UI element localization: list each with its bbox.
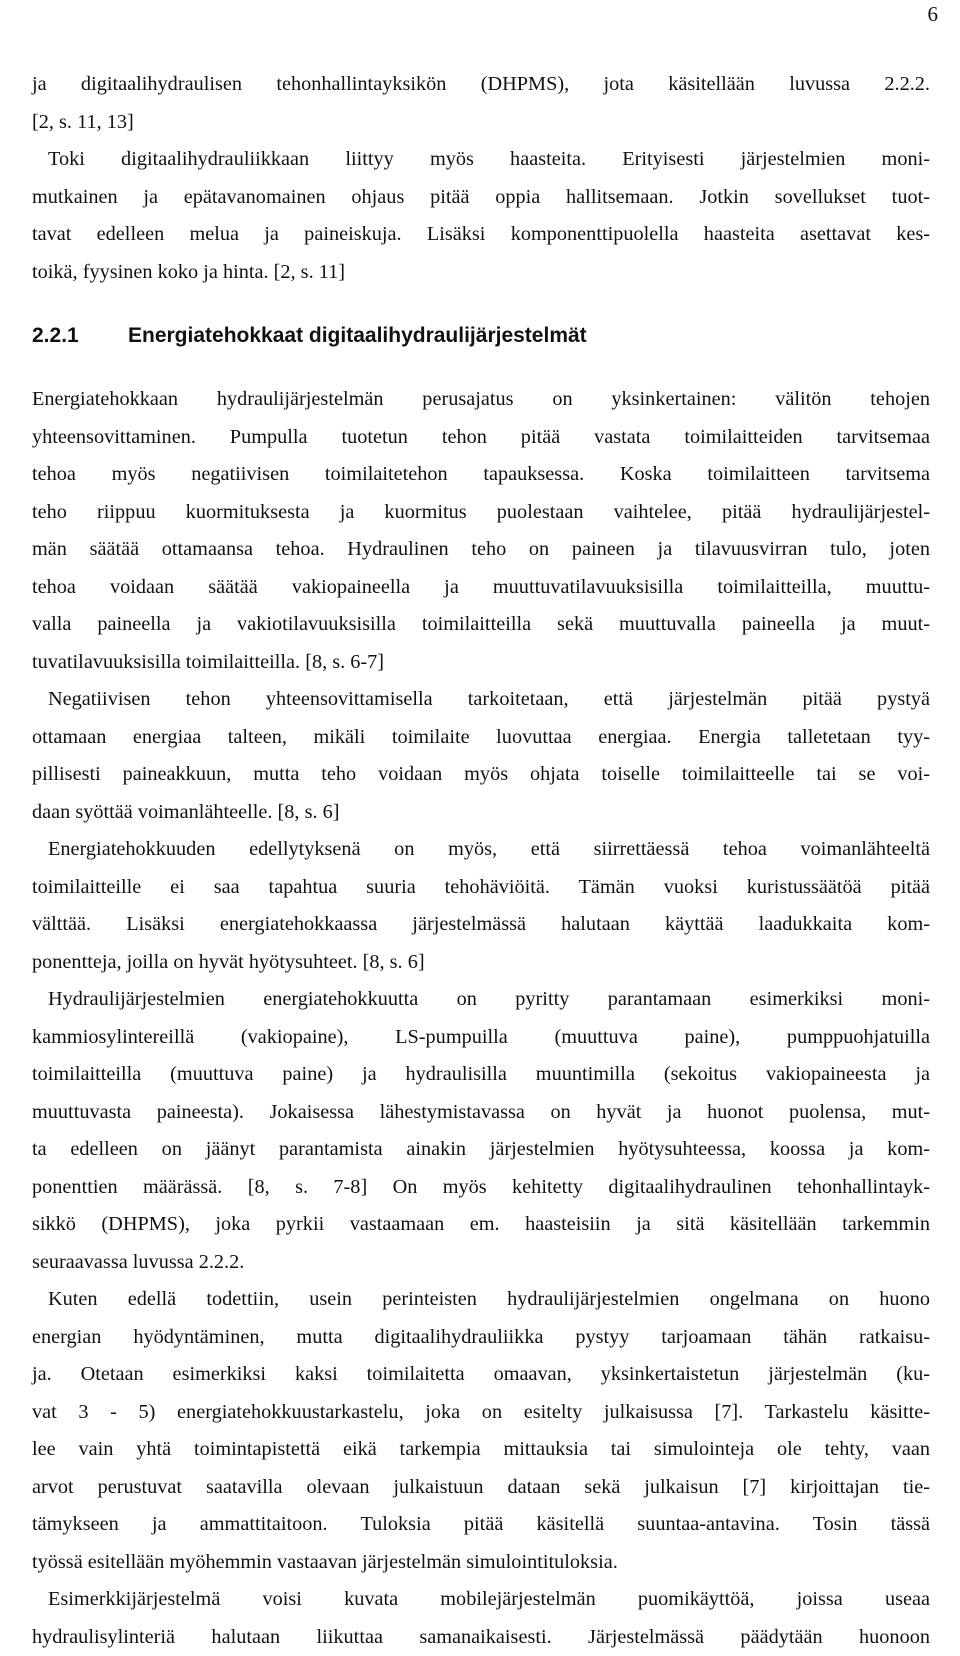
text-line: toikä, fyysinen koko ja hinta. [2, s. 11]: [32, 254, 930, 292]
text-line: Hydraulijärjestelmien energiatehokkuutta on pyritty parantamaan esimerkiksi moni-: [32, 981, 930, 1019]
text-line: Kuten edellä todettiin, usein perinteisten hydraulijärjestelmien ongelmana on huono: [32, 1281, 930, 1319]
text-line: työssä esitellään myöhemmin vastaavan järjestelmän simulointituloksia.: [32, 1544, 930, 1582]
paragraph: [32, 681, 930, 831]
text-line: arvot perustuvat saatavilla olevaan julkaistuun dataan sekä julkaisun [7] kirjoittajan tie-: [32, 1469, 930, 1507]
paragraph: [32, 1581, 930, 1656]
text-line: daan syöttää voimanlähteelle. [8, s. 6]: [32, 794, 930, 832]
text-line: välttää. Lisäksi energiatehokkaassa järjestelmässä halutaan käyttää laadukkaita kom-: [32, 906, 930, 944]
text-line: muuttuvasta paineesta). Jokaisessa lähestymistavassa on hyvät ja huonot puolensa, mut-: [32, 1094, 930, 1132]
text-line: valla paineella ja vakiotilavuuksisilla toimilaitteilla sekä muuttuvalla paineella ja muut-: [32, 606, 930, 644]
body-text: [32, 66, 930, 1656]
text-line: tuvatilavuuksisilla toimilaitteilla. [8, s. 6-7]: [32, 644, 930, 682]
text-line: ponenttien määrässä. [8, s. 7-8] On myös kehitetty digitaalihydraulinen tehonhallintayk-: [32, 1169, 930, 1207]
text-line: [2, s. 11, 13]: [32, 104, 930, 142]
text-line: toimilaitteille ei saa tapahtua suuria tehohäviöitä. Tämän vuoksi kuristussäätöä pitää: [32, 869, 930, 907]
text-line: yhteensovittaminen. Pumpulla tuotetun tehon pitää vastata toimilaitteiden tarvitsemaa: [32, 419, 930, 457]
text-line: seuraavassa luvussa 2.2.2.: [32, 1244, 930, 1282]
text-line: tehoa voidaan säätää vakiopaineella ja muuttuvatilavuuksisilla toimilaitteilla, muuttu-: [32, 569, 930, 607]
text-line: ponentteja, joilla on hyvät hyötysuhteet. [8, s. 6]: [32, 944, 930, 982]
text-line: ja. Otetaan esimerkiksi kaksi toimilaitetta omaavan, yksinkertaistetun järjestelmän (ku-: [32, 1356, 930, 1394]
paragraph: [32, 981, 930, 1281]
section-heading: [32, 316, 930, 356]
text-line: ja digitaalihydraulisen tehonhallintayksikön (DHPMS), jota käsitellään luvussa 2.2.2.: [32, 66, 930, 104]
text-line: sikkö (DHPMS), joka pyrkii vastaamaan em. haasteisiin ja sitä käsitellään tarkemmin: [32, 1206, 930, 1244]
section-title: Energiatehokkaat digitaalihydraulijärjestelmät: [128, 324, 587, 347]
text-line: tämykseen ja ammattitaitoon. Tuloksia pitää käsitellä suuntaa-antavina. Tosin tässä: [32, 1506, 930, 1544]
section-number: 2.2.1: [32, 316, 128, 356]
text-line: tavat edelleen melua ja paineiskuja. Lisäksi komponenttipuolella haasteita asettavat kes-: [32, 216, 930, 254]
text-line: toimilaitteilla (muuttuva paine) ja hydraulisilla muuntimilla (sekoitus vakiopaineesta ja: [32, 1056, 930, 1094]
text-line: ta edelleen on jäänyt parantamista ainakin järjestelmien hyötysuhteessa, koossa ja kom-: [32, 1131, 930, 1169]
paragraph: [32, 141, 930, 291]
text-line: energian hyödyntäminen, mutta digitaalihydrauliikka pystyy tarjoamaan tähän ratkaisu-: [32, 1319, 930, 1357]
paragraph: [32, 831, 930, 981]
text-line: mutkainen ja epätavanomainen ohjaus pitää oppia hallitsemaan. Jotkin sovellukset tuot-: [32, 179, 930, 217]
paragraph: [32, 381, 930, 681]
text-line: tehoa myös negatiivisen toimilaitetehon tapauksessa. Koska toimilaitteen tarvitsema: [32, 456, 930, 494]
text-line: Energiatehokkuuden edellytyksenä on myös, että siirrettäessä tehoa voimanlähteeltä: [32, 831, 930, 869]
text-line: Negatiivisen tehon yhteensovittamisella tarkoitetaan, että järjestelmän pitää pystyä: [32, 681, 930, 719]
paragraph: [32, 1281, 930, 1581]
text-line: Toki digitaalihydrauliikkaan liittyy myös haasteita. Erityisesti järjestelmien moni-: [32, 141, 930, 179]
text-line: hydraulisylinteriä halutaan liikuttaa samanaikaisesti. Järjestelmässä päädytään huonoon: [32, 1619, 930, 1656]
text-line: Esimerkkijärjestelmä voisi kuvata mobilejärjestelmän puomikäyttöä, joissa useaa: [32, 1581, 930, 1619]
text-line: teho riippuu kuormituksesta ja kuormitus puolestaan vaihtelee, pitää hydraulijärjestel-: [32, 494, 930, 532]
text-line: män säätää ottamaansa tehoa. Hydraulinen teho on paineen ja tilavuusvirran tulo, joten: [32, 531, 930, 569]
text-line: vat 3 - 5) energiatehokkuustarkastelu, joka on esitelty julkaisussa [7]. Tarkastelu käsitte-: [32, 1394, 930, 1432]
text-line: kammiosylintereillä (vakiopaine), LS-pumpuilla (muuttuva paine), pumppuohjatuilla: [32, 1019, 930, 1057]
text-line: Energiatehokkaan hydraulijärjestelmän perusajatus on yksinkertainen: välitön tehojen: [32, 381, 930, 419]
text-line: lee vain yhtä toimintapistettä eikä tarkempia mittauksia tai simulointeja ole tehty, vaan: [32, 1431, 930, 1469]
page-number: 6: [928, 0, 939, 28]
paragraph-continued: [32, 66, 930, 141]
text-line: ottamaan energiaa talteen, mikäli toimilaite luovuttaa energiaa. Energia talletetaan tyy-: [32, 719, 930, 757]
text-line: pillisesti paineakkuun, mutta teho voidaan myös ohjata toiselle toimilaitteelle tai se voi-: [32, 756, 930, 794]
